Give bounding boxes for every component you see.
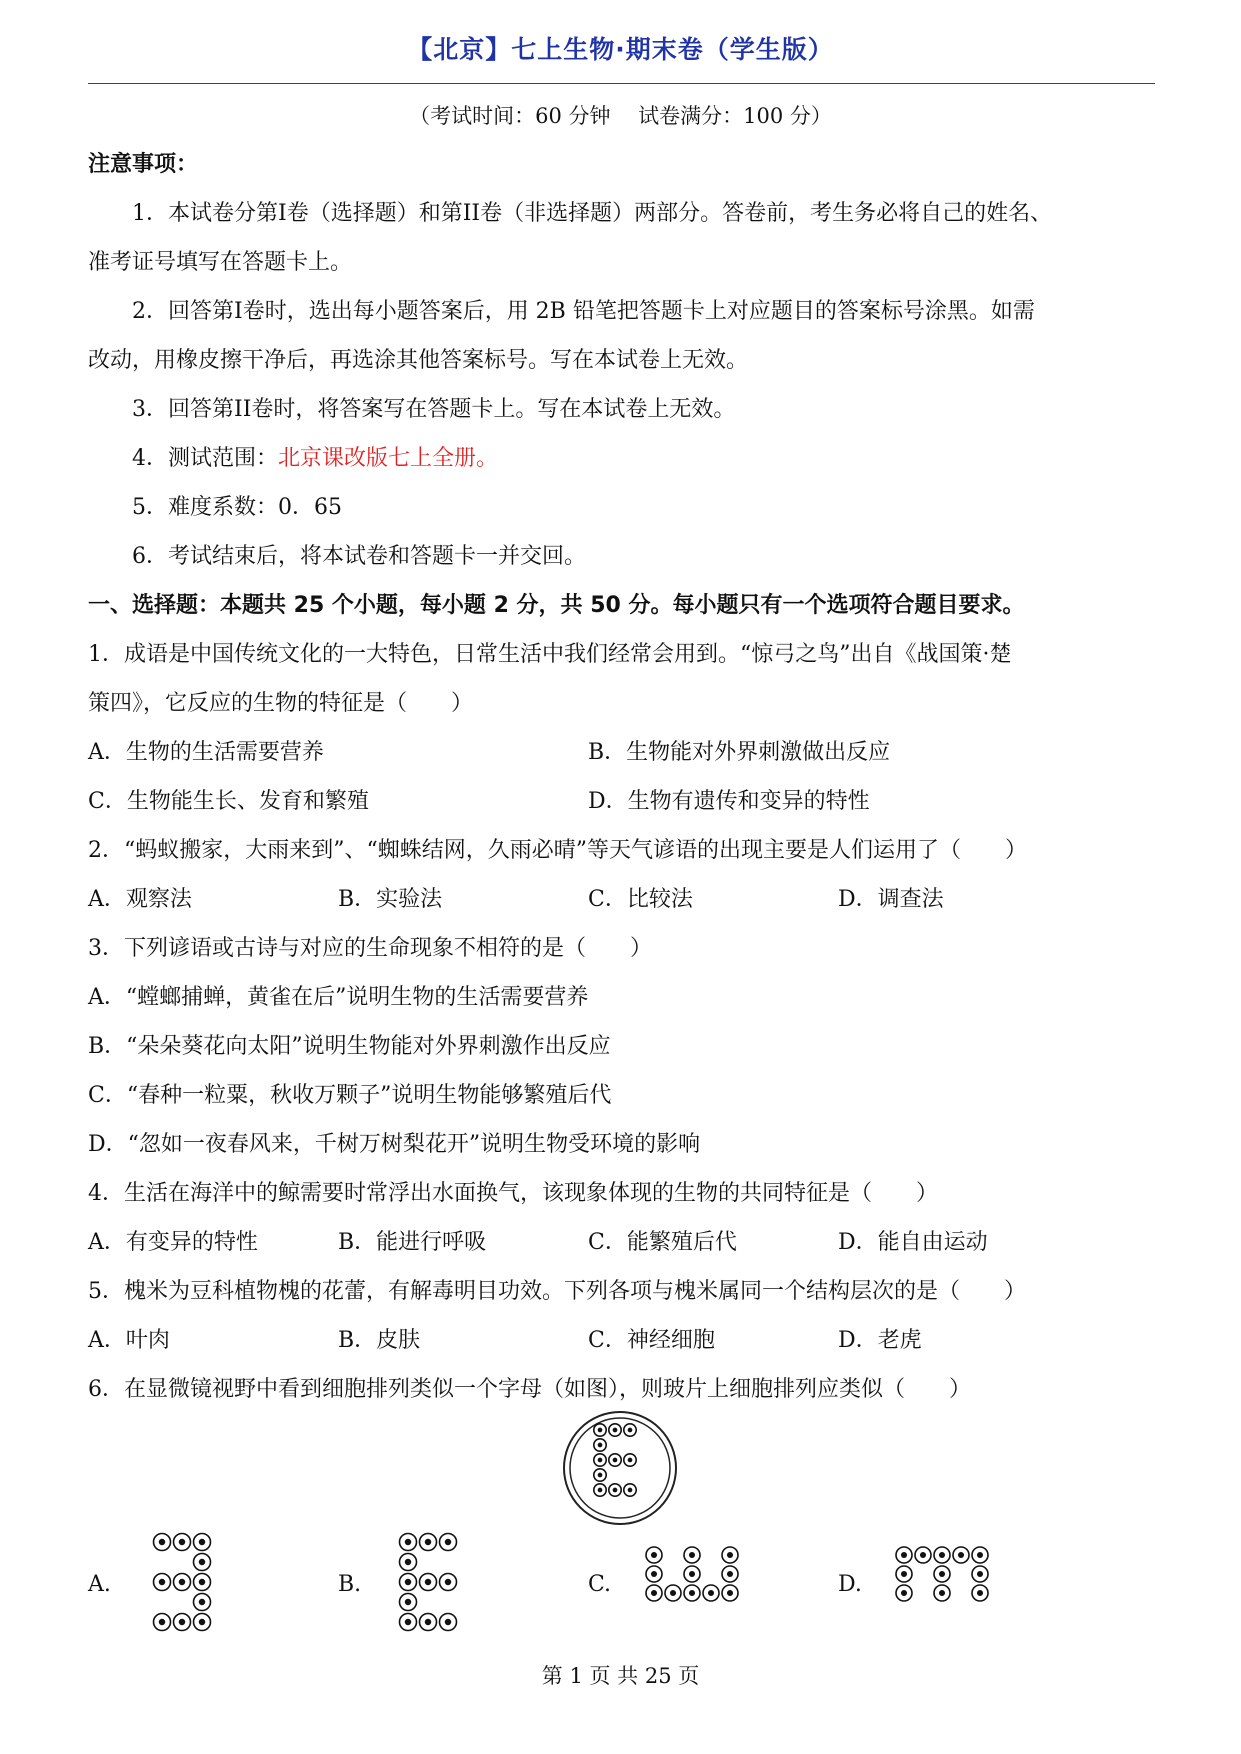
cell-nucleus — [901, 1571, 907, 1577]
option-c: C．神经细胞 — [588, 1328, 715, 1353]
notice-heading: 注意事项： — [88, 152, 199, 177]
cell-nucleus — [958, 1552, 964, 1558]
cell-nucleus — [199, 1599, 205, 1605]
notice-item-1-cont: 准考证号填写在答题卡上。 — [88, 250, 353, 275]
cell-nucleus — [689, 1571, 695, 1577]
cell-nucleus — [199, 1579, 205, 1585]
page-footer: 第 1 页 共 25 页 — [541, 1664, 700, 1688]
cell-nucleus — [405, 1599, 411, 1605]
question-1-options-row-2 — [88, 777, 1158, 826]
exam-info: （考试时间：60 分钟 试卷满分：100 分） — [409, 104, 832, 128]
cell-nucleus — [628, 1458, 633, 1463]
cell-nucleus — [199, 1539, 205, 1545]
option-d: D．调查法 — [838, 887, 944, 912]
cell-nucleus — [670, 1590, 676, 1596]
option-d: D．能自由运动 — [838, 1230, 988, 1255]
option-b: B．实验法 — [338, 887, 443, 912]
option-b: B．能进行呼吸 — [338, 1230, 487, 1255]
cell-nucleus — [689, 1590, 695, 1596]
question-5-stem: 5．槐米为豆科植物槐的花蕾，有解毒明目功效。下列各项与槐米属同一个结构层次的是（ ） — [88, 1279, 1027, 1304]
cell-nucleus — [708, 1590, 714, 1596]
cell-nucleus — [179, 1579, 185, 1585]
option-c: C．生物能生长、发育和繁殖 — [88, 789, 369, 814]
cell-nucleus — [159, 1619, 165, 1625]
cell-nucleus — [445, 1539, 451, 1545]
cell-nucleus — [598, 1488, 603, 1493]
option-b: B．“朵朵葵花向太阳”说明生物能对外界刺激作出反应 — [88, 1034, 611, 1059]
cell-nucleus — [445, 1579, 451, 1585]
cell-cluster — [594, 1424, 636, 1496]
cell-nucleus — [613, 1488, 618, 1493]
option-d: D．老虎 — [838, 1328, 922, 1353]
cell-nucleus — [159, 1579, 165, 1585]
cell-nucleus — [613, 1428, 618, 1433]
question-3-stem: 3．下列谚语或古诗与对应的生命现象不相符的是（ ） — [88, 936, 652, 961]
cell-nucleus — [727, 1571, 733, 1577]
option-a: A．有变异的特性 — [88, 1230, 258, 1255]
cell-nucleus — [901, 1590, 907, 1596]
option-d: D．生物有遗传和变异的特性 — [588, 789, 870, 814]
document-body — [88, 140, 1158, 1414]
cell-nucleus — [159, 1539, 165, 1545]
question-1-stem-cont: 策四》，它反应的生物的特征是（ ） — [88, 691, 474, 716]
cell-nucleus — [199, 1619, 205, 1625]
cell-nucleus — [199, 1559, 205, 1565]
cell-nucleus — [939, 1552, 945, 1558]
question-4-options — [88, 1218, 1158, 1267]
cell-nucleus — [425, 1539, 431, 1545]
cell-nucleus — [405, 1619, 411, 1625]
option-a: A．“螳螂捕蝉，黄雀在后”说明生物的生活需要营养 — [88, 985, 589, 1010]
question-1-options-row-1 — [88, 728, 1158, 777]
answer-label-c: C. — [588, 1572, 612, 1597]
cell-nucleus — [651, 1552, 657, 1558]
question-5-options — [88, 1316, 1158, 1365]
cell-nucleus — [598, 1428, 603, 1433]
cell-nucleus — [628, 1428, 633, 1433]
option-c: C．“春种一粒粟，秋收万颗子”说明生物能够繁殖后代 — [88, 1083, 612, 1108]
answer-figure-a — [150, 1530, 220, 1635]
cell-nucleus — [405, 1579, 411, 1585]
option-d: D．“忽如一夜春风来，千树万树梨花开”说明生物受环境的影响 — [88, 1132, 701, 1157]
notice-item-2-cont: 改动，用橡皮擦干净后，再选涂其他答案标号。写在本试卷上无效。 — [88, 348, 749, 373]
notice-item-4-label: 4．测试范围： — [132, 446, 278, 471]
answer-figure-c — [644, 1530, 744, 1635]
answer-label-b: B. — [338, 1572, 362, 1597]
cell-nucleus — [727, 1590, 733, 1596]
cell-nucleus — [651, 1571, 657, 1577]
cell-nucleus — [939, 1590, 945, 1596]
question-2-options — [88, 875, 1158, 924]
microscope-field-figure — [560, 1408, 680, 1528]
test-scope: 北京课改版七上全册。 — [278, 446, 499, 471]
question-4-stem: 4．生活在海洋中的鲸需要时常浮出水面换气，该现象体现的生物的共同特征是（ ） — [88, 1181, 938, 1206]
section-title: 一、选择题：本题共 25 个小题，每小题 2 分，共 50 分。每小题只有一个选项符合题目要求。 — [88, 593, 1025, 618]
cell-nucleus — [405, 1539, 411, 1545]
cell-nucleus — [598, 1473, 603, 1478]
cell-nucleus — [598, 1458, 603, 1463]
option-c: C．比较法 — [588, 887, 693, 912]
notice-item-4 — [88, 434, 1158, 483]
cell-nucleus — [977, 1552, 983, 1558]
cell-nucleus — [939, 1571, 945, 1577]
answer-figure-d — [894, 1530, 994, 1635]
option-a: A．观察法 — [88, 887, 192, 912]
question-1-stem: 1．成语是中国传统文化的一大特色，日常生活中我们经常会用到。“惊弓之鸟”出自《战国策·楚 — [88, 642, 1012, 667]
cell-nucleus — [179, 1539, 185, 1545]
cell-nucleus — [179, 1619, 185, 1625]
cell-nucleus — [445, 1619, 451, 1625]
question-2-stem: 2．“蚂蚁搬家，大雨来到”、“蜘蛛结网，久雨必晴”等天气谚语的出现主要是人们运用了（ ） — [88, 838, 1027, 863]
option-b: B．生物能对外界刺激做出反应 — [588, 740, 891, 765]
notice-item-3: 3．回答第II卷时，将答案写在答题卡上。写在本试卷上无效。 — [132, 397, 736, 422]
cell-nucleus — [920, 1552, 926, 1558]
notice-item-1: 1．本试卷分第I卷（选择题）和第II卷（非选择题）两部分。答卷前，考生务必将自己的姓名、 — [132, 201, 1053, 226]
option-b: B．皮肤 — [338, 1328, 421, 1353]
cell-nucleus — [651, 1590, 657, 1596]
notice-item-6: 6．考试结束后，将本试卷和答题卡一并交回。 — [132, 544, 586, 569]
cell-nucleus — [405, 1559, 411, 1565]
cell-nucleus — [425, 1619, 431, 1625]
cell-nucleus — [613, 1458, 618, 1463]
answer-label-d: D. — [838, 1572, 862, 1597]
cell-nucleus — [628, 1488, 633, 1493]
header-divider — [88, 83, 1155, 84]
cell-nucleus — [977, 1590, 983, 1596]
option-a: A．叶肉 — [88, 1328, 170, 1353]
question-6-answer-options — [88, 1530, 1158, 1650]
cell-nucleus — [727, 1552, 733, 1558]
notice-item-2: 2．回答第I卷时，选出每小题答案后，用 2B 铅笔把答题卡上对应题目的答案标号涂黑。如需 — [132, 299, 1035, 324]
option-c: C．能繁殖后代 — [588, 1230, 737, 1255]
answer-label-a: A. — [88, 1572, 111, 1597]
cell-nucleus — [977, 1571, 983, 1577]
document-header-title: 【北京】七上生物·期末卷（学生版） — [407, 35, 834, 64]
answer-figure-b — [396, 1530, 466, 1635]
cell-nucleus — [425, 1579, 431, 1585]
notice-item-5: 5．难度系数：0．65 — [132, 495, 342, 520]
question-6-stem: 6．在显微镜视野中看到细胞排列类似一个字母（如图），则玻片上细胞排列应类似（ ） — [88, 1377, 972, 1402]
cell-nucleus — [598, 1443, 603, 1448]
option-a: A．生物的生活需要营养 — [88, 740, 324, 765]
cell-nucleus — [689, 1552, 695, 1558]
cell-nucleus — [901, 1552, 907, 1558]
